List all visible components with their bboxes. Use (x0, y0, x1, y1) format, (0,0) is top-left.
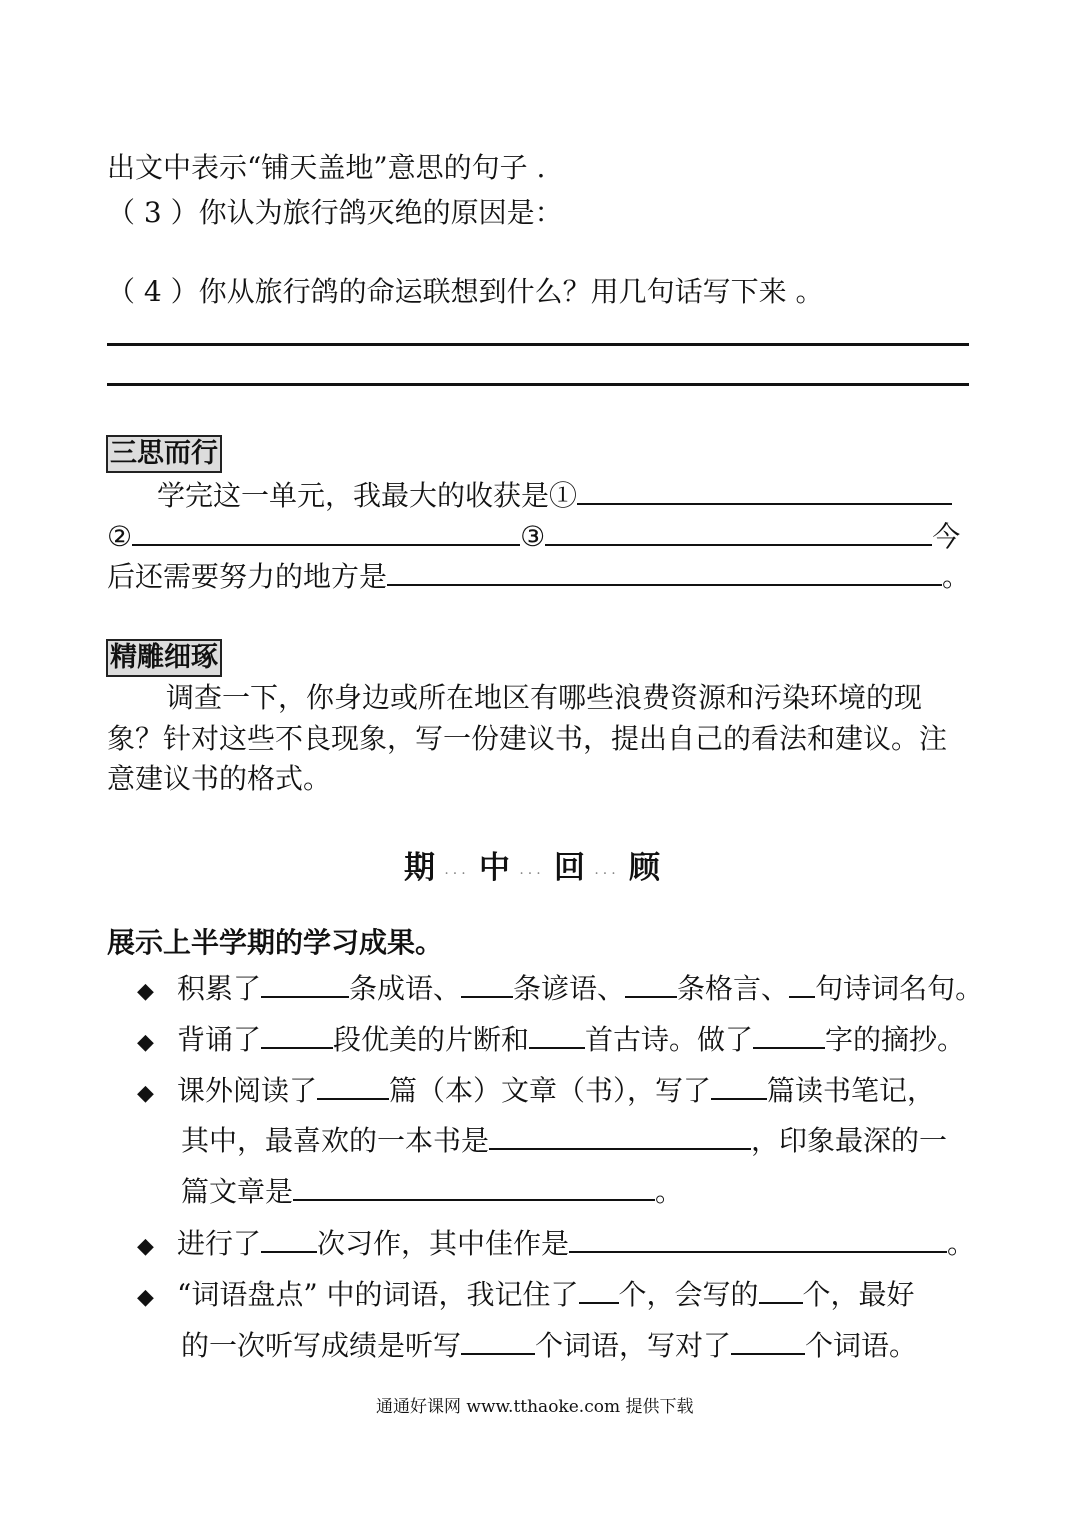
section-heading-polish: 精雕细琢 (106, 639, 222, 677)
bullet-icon: ◆ (137, 1030, 154, 1055)
item5-text-b: 个，会写的 (618, 1278, 759, 1311)
question-2-tail: 出文中表示“铺天盖地”意思的句子 . (107, 151, 546, 184)
review-item-3 (137, 1072, 935, 1112)
item1-text-c: 条谚语、 (513, 972, 626, 1005)
reflect-line-1 (157, 477, 952, 514)
polish-line-2: 象？针对这些不良现象，写一份建议书，提出自己的看法和建议。注 (107, 722, 948, 755)
favorite-book-blank[interactable] (489, 1122, 751, 1150)
title-char-4: 顾 (629, 850, 660, 886)
proverb-count-blank[interactable] (461, 970, 513, 998)
ancient-poem-count-blank[interactable] (529, 1021, 585, 1049)
reading-count-blank[interactable] (317, 1072, 389, 1100)
review-item-3-line-3 (181, 1173, 683, 1210)
words-writable-blank[interactable] (759, 1276, 803, 1304)
review-item-2 (137, 1021, 965, 1061)
review-item-3-line-2 (181, 1122, 947, 1159)
gain-1-blank[interactable] (577, 477, 952, 505)
item3-text-b: 篇（本）文章（书），写了 (389, 1074, 712, 1107)
motto-count-blank[interactable] (625, 970, 677, 998)
bullet-icon: ◆ (137, 1081, 154, 1106)
memorable-article-blank[interactable] (293, 1173, 655, 1201)
item1-text-a: 积累了 (177, 972, 262, 1005)
gain-2-blank[interactable] (132, 518, 520, 546)
item4-text-c: 。 (947, 1227, 976, 1260)
review-title: 期 ··· 中 ··· 回 ··· 顾 (404, 842, 660, 887)
item3-text-g: 。 (655, 1175, 684, 1208)
gain-3-blank[interactable] (545, 518, 932, 546)
item2-text-a: 背诵了 (177, 1023, 262, 1056)
reflect-line-2 (107, 518, 960, 555)
item2-text-b: 段优美的片断和 (333, 1023, 530, 1056)
review-item-4 (137, 1225, 975, 1265)
item2-text-c: 首古诗。做了 (585, 1023, 754, 1056)
best-composition-blank[interactable] (569, 1225, 947, 1253)
review-item-1 (137, 970, 983, 1010)
reflect-end: 。 (942, 560, 971, 593)
passage-count-blank[interactable] (261, 1021, 333, 1049)
dictation-total-blank[interactable] (461, 1327, 535, 1355)
improve-blank[interactable] (387, 558, 942, 586)
item1-text-e: 句诗词名句。 (815, 972, 984, 1005)
answer-line-2[interactable] (107, 383, 969, 386)
bullet-icon: ◆ (137, 1234, 154, 1259)
excerpt-count-blank[interactable] (753, 1021, 825, 1049)
item4-text-a: 进行了 (177, 1227, 262, 1260)
reflect-jin: 今 (932, 520, 961, 553)
reflect-line-3 (107, 558, 970, 595)
item2-text-d: 字的摘抄。 (825, 1023, 966, 1056)
item1-text-d: 条格言、 (677, 972, 790, 1005)
polish-line-1: 调查一下，你身边或所在地区有哪些浪费资源和污染环境的现 (166, 681, 923, 714)
item5-text-c: 个，最好 (802, 1278, 915, 1311)
review-subtitle: 展示上半学期的学习成果。 (107, 926, 444, 959)
item5-text-f: 个词语。 (805, 1329, 918, 1362)
title-char-2: 中 (479, 850, 510, 886)
dictation-correct-blank[interactable] (731, 1327, 805, 1355)
mark-3: ③ (520, 520, 546, 553)
polish-line-3: 意建议书的格式。 (107, 762, 332, 795)
notes-count-blank[interactable] (711, 1072, 767, 1100)
item1-text-b: 条成语、 (349, 972, 462, 1005)
item3-text-c: 篇读书笔记， (767, 1074, 936, 1107)
footer-credit: 通通好课网 www.tthaoke.com 提供下载 (376, 1397, 694, 1417)
item3-text-e: ，印象最深的一 (751, 1124, 948, 1157)
item3-text-d: 其中，最喜欢的一本书是 (181, 1124, 490, 1157)
bullet-icon: ◆ (137, 979, 154, 1004)
title-char-1: 期 (404, 850, 435, 886)
bullet-icon: ◆ (137, 1285, 154, 1310)
poem-line-count-blank[interactable] (789, 970, 815, 998)
answer-line-1[interactable] (107, 343, 969, 346)
question-3: （ 3 ）你认为旅行鸽灭绝的原因是： (107, 196, 563, 229)
words-remembered-blank[interactable] (579, 1276, 619, 1304)
reflect-prompt: 学完这一单元，我最大的收获是① (157, 479, 578, 512)
item4-text-b: 次习作，其中佳作是 (317, 1227, 570, 1260)
title-char-3: 回 (554, 850, 585, 886)
improve-prompt: 后还需要努力的地方是 (107, 560, 388, 593)
item5-text-a: “词语盘点” 中的词语，我记住了 (177, 1278, 579, 1311)
question-4: （ 4 ）你从旅行鸽的命运联想到什么？用几句话写下来 。 (107, 275, 824, 308)
item3-text-a: 课外阅读了 (177, 1074, 318, 1107)
review-item-5 (137, 1276, 915, 1316)
idiom-count-blank[interactable] (261, 970, 349, 998)
item5-text-d: 的一次听写成绩是听写 (181, 1329, 462, 1362)
composition-count-blank[interactable] (261, 1225, 317, 1253)
item3-text-f: 篇文章是 (181, 1175, 294, 1208)
section-heading-reflect: 三思而行 (106, 435, 222, 473)
item5-text-e: 个词语，写对了 (535, 1329, 732, 1362)
review-item-5-line-2 (181, 1327, 917, 1364)
mark-2: ② (107, 520, 133, 553)
